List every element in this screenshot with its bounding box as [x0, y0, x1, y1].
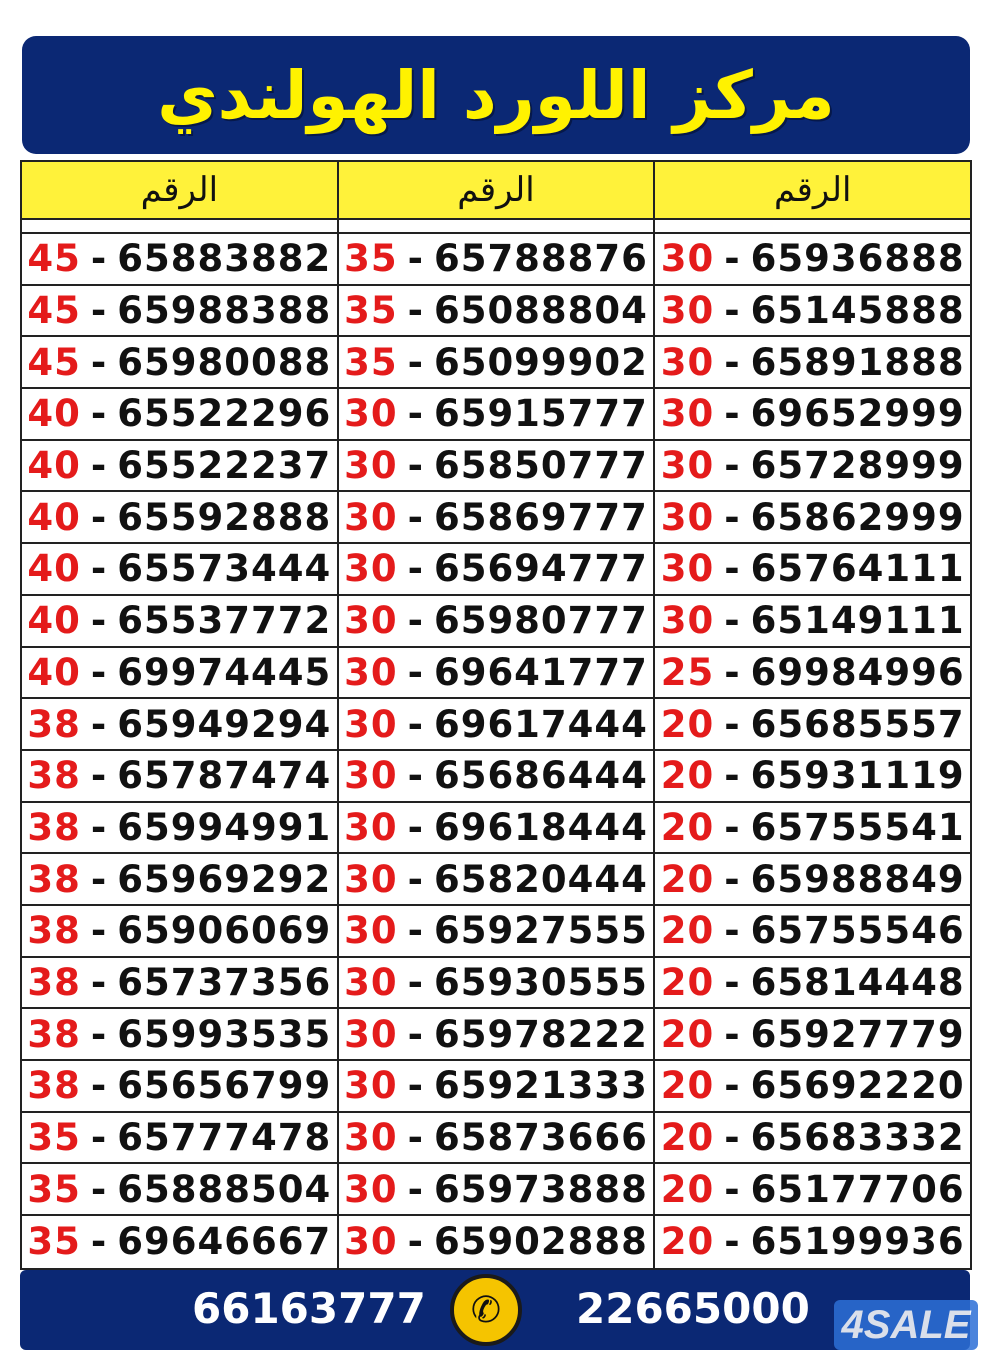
phone-number: 69652999	[750, 392, 965, 436]
price: 20	[660, 805, 715, 849]
separator: -	[407, 909, 424, 953]
separator: -	[724, 1116, 741, 1160]
table-row	[655, 286, 970, 338]
table-row	[22, 648, 337, 700]
price: 30	[344, 805, 398, 849]
separator: -	[724, 702, 741, 746]
price: 40	[27, 392, 81, 436]
price: 30	[344, 1116, 398, 1160]
table-row	[655, 1216, 970, 1268]
price: 38	[27, 754, 81, 798]
separator: -	[724, 495, 741, 539]
table-row	[339, 234, 654, 286]
phone-number: 65973888	[433, 1167, 648, 1211]
heading-spacer	[22, 220, 337, 234]
price: 30	[344, 1064, 398, 1108]
phone-number-left[interactable]: 66163777	[192, 1284, 426, 1333]
phone-number: 65927779	[750, 1012, 965, 1056]
table-row	[339, 544, 654, 596]
price: 30	[660, 237, 715, 281]
table-row	[22, 389, 337, 441]
column-heading: الرقم	[339, 162, 654, 220]
phone-icon: ✆	[450, 1274, 522, 1346]
price: 20	[660, 1220, 715, 1264]
heading-spacer	[339, 220, 654, 234]
phone-number: 65949294	[117, 702, 332, 746]
price: 30	[660, 289, 715, 333]
table-row	[655, 648, 970, 700]
phone-number: 65927555	[433, 909, 648, 953]
table-row	[22, 441, 337, 493]
price: 20	[660, 909, 715, 953]
table-column	[22, 162, 337, 1268]
table-column	[653, 162, 970, 1268]
price: 45	[27, 340, 81, 384]
table-row	[655, 544, 970, 596]
price: 35	[27, 1167, 81, 1211]
price: 30	[344, 392, 398, 436]
phone-number: 65764111	[750, 547, 965, 591]
price: 20	[660, 754, 715, 798]
phone-number: 65988388	[117, 289, 332, 333]
separator: -	[90, 1220, 108, 1264]
numbers-table	[20, 160, 972, 1270]
phone-number: 65777478	[117, 1116, 332, 1160]
phone-number: 65692220	[750, 1064, 965, 1108]
separator: -	[407, 444, 424, 488]
table-row	[655, 803, 970, 855]
price: 20	[660, 857, 715, 901]
price: 30	[660, 547, 715, 591]
phone-number: 65177706	[750, 1167, 965, 1211]
phone-number-right[interactable]: 22665000	[576, 1284, 810, 1333]
phone-number: 65980777	[433, 599, 648, 643]
separator: -	[90, 1012, 108, 1056]
separator: -	[724, 754, 741, 798]
phone-number: 65883882	[117, 237, 332, 281]
price: 30	[344, 1012, 398, 1056]
phone-number: 65728999	[750, 444, 965, 488]
price: 30	[660, 444, 715, 488]
separator: -	[724, 960, 741, 1004]
table-row	[339, 1216, 654, 1268]
phone-number: 65969292	[117, 857, 332, 901]
phone-number: 65891888	[750, 340, 965, 384]
price: 20	[660, 702, 715, 746]
table-row	[339, 854, 654, 906]
table-row	[22, 1061, 337, 1113]
price: 25	[660, 650, 715, 694]
separator: -	[724, 237, 741, 281]
separator: -	[407, 857, 424, 901]
phone-number: 65787474	[117, 754, 332, 798]
phone-number: 65149111	[750, 599, 965, 643]
separator: -	[724, 599, 741, 643]
table-row	[22, 1113, 337, 1165]
price: 40	[27, 444, 81, 488]
table-row	[655, 854, 970, 906]
phone-number: 65683332	[750, 1116, 965, 1160]
separator: -	[724, 805, 741, 849]
price: 38	[27, 1064, 81, 1108]
separator: -	[90, 702, 108, 746]
separator: -	[724, 444, 741, 488]
phone-number: 65088804	[433, 289, 648, 333]
separator: -	[724, 650, 741, 694]
separator: -	[724, 909, 741, 953]
separator: -	[407, 805, 424, 849]
phone-number: 65850777	[433, 444, 648, 488]
phone-number: 65978222	[433, 1012, 648, 1056]
price: 40	[27, 599, 81, 643]
separator: -	[724, 1012, 741, 1056]
price: 38	[27, 857, 81, 901]
phone-number: 65993535	[117, 1012, 332, 1056]
separator: -	[407, 392, 424, 436]
phone-number: 65737356	[117, 960, 332, 1004]
table-row	[22, 1216, 337, 1268]
table-row	[22, 337, 337, 389]
column-heading: الرقم	[655, 162, 970, 220]
price: 30	[344, 909, 398, 953]
separator: -	[90, 754, 108, 798]
separator: -	[90, 340, 108, 384]
price: 30	[344, 857, 398, 901]
table-row	[339, 648, 654, 700]
separator: -	[724, 857, 741, 901]
phone-number: 69646667	[117, 1220, 332, 1264]
table-row	[22, 492, 337, 544]
phone-number: 65820444	[433, 857, 648, 901]
table-row	[22, 1164, 337, 1216]
price: 35	[27, 1220, 81, 1264]
table-row	[655, 492, 970, 544]
phone-number: 65788876	[433, 237, 648, 281]
price: 20	[660, 960, 715, 1004]
phone-number: 65755546	[750, 909, 965, 953]
price: 30	[660, 495, 715, 539]
price: 45	[27, 289, 81, 333]
price: 40	[27, 650, 81, 694]
phone-number: 69641777	[433, 650, 648, 694]
price: 38	[27, 960, 81, 1004]
table-row	[22, 286, 337, 338]
table-row	[655, 751, 970, 803]
price: 35	[344, 340, 398, 384]
separator: -	[90, 444, 108, 488]
price: 30	[344, 1220, 398, 1264]
phone-number: 65906069	[117, 909, 332, 953]
separator: -	[407, 495, 424, 539]
table-row	[22, 1009, 337, 1061]
price: 30	[344, 960, 398, 1004]
phone-number: 65592888	[117, 495, 332, 539]
phone-number: 65685557	[750, 702, 965, 746]
separator: -	[90, 857, 108, 901]
column-heading: الرقم	[22, 162, 337, 220]
phone-number: 69984996	[750, 650, 965, 694]
price: 30	[344, 495, 398, 539]
separator: -	[407, 547, 424, 591]
phone-number: 65522296	[117, 392, 332, 436]
header-banner	[22, 36, 970, 154]
table-row	[339, 596, 654, 648]
table-row	[339, 958, 654, 1010]
price: 40	[27, 495, 81, 539]
table-row	[339, 699, 654, 751]
separator: -	[407, 650, 424, 694]
separator: -	[407, 702, 424, 746]
price: 35	[344, 237, 398, 281]
separator: -	[90, 237, 108, 281]
table-row	[22, 854, 337, 906]
price: 38	[27, 909, 81, 953]
price: 20	[660, 1064, 715, 1108]
table-row	[339, 803, 654, 855]
phone-number: 65755541	[750, 805, 965, 849]
table-row	[22, 544, 337, 596]
phone-number: 65694777	[433, 547, 648, 591]
separator: -	[724, 289, 741, 333]
footer-bar	[20, 1270, 970, 1350]
separator: -	[90, 495, 108, 539]
phone-number: 65902888	[433, 1220, 648, 1264]
separator: -	[407, 1064, 424, 1108]
separator: -	[407, 289, 424, 333]
phone-number: 65686444	[433, 754, 648, 798]
phone-number: 65988849	[750, 857, 965, 901]
table-row	[22, 751, 337, 803]
table-row	[339, 337, 654, 389]
separator: -	[724, 1220, 741, 1264]
phone-number: 65994991	[117, 805, 332, 849]
table-row	[655, 596, 970, 648]
table-row	[339, 1164, 654, 1216]
price: 30	[344, 1167, 398, 1211]
table-row	[655, 389, 970, 441]
phone-number: 65814448	[750, 960, 965, 1004]
phone-number: 65980088	[117, 340, 332, 384]
separator: -	[407, 340, 424, 384]
table-row	[655, 441, 970, 493]
price: 30	[344, 599, 398, 643]
separator: -	[407, 1220, 424, 1264]
separator: -	[407, 1167, 424, 1211]
table-row	[22, 699, 337, 751]
phone-number: 65936888	[750, 237, 965, 281]
heading-spacer	[655, 220, 970, 234]
price: 30	[660, 392, 715, 436]
price: 30	[660, 599, 715, 643]
table-row	[655, 1061, 970, 1113]
separator: -	[407, 1116, 424, 1160]
separator: -	[90, 1167, 108, 1211]
price: 20	[660, 1012, 715, 1056]
table-row	[655, 958, 970, 1010]
price: 30	[344, 754, 398, 798]
price: 30	[344, 547, 398, 591]
separator: -	[724, 392, 741, 436]
separator: -	[90, 650, 108, 694]
phone-number: 65888504	[117, 1167, 332, 1211]
separator: -	[90, 289, 108, 333]
separator: -	[724, 1064, 741, 1108]
phone-number: 65862999	[750, 495, 965, 539]
table-row	[339, 286, 654, 338]
watermark-logo: 4SALE	[834, 1300, 978, 1350]
price: 35	[344, 289, 398, 333]
table-row	[655, 906, 970, 958]
phone-number: 65573444	[117, 547, 332, 591]
table-row	[339, 906, 654, 958]
separator: -	[90, 960, 108, 1004]
phone-number: 65869777	[433, 495, 648, 539]
phone-number: 65930555	[433, 960, 648, 1004]
price: 20	[660, 1116, 715, 1160]
price: 30	[344, 650, 398, 694]
phone-number: 65199936	[750, 1220, 965, 1264]
price: 38	[27, 1012, 81, 1056]
price: 38	[27, 702, 81, 746]
table-row	[655, 1164, 970, 1216]
table-row	[655, 1113, 970, 1165]
price: 30	[344, 702, 398, 746]
table-row	[339, 1009, 654, 1061]
table-row	[339, 492, 654, 544]
separator: -	[90, 1116, 108, 1160]
table-row	[655, 699, 970, 751]
page-title: مركز اللورد الهولندي	[157, 56, 835, 134]
price: 20	[660, 1167, 715, 1211]
table-row	[339, 441, 654, 493]
price: 38	[27, 805, 81, 849]
phone-number: 65931119	[750, 754, 965, 798]
phone-number: 65921333	[433, 1064, 648, 1108]
separator: -	[90, 547, 108, 591]
price: 30	[344, 444, 398, 488]
separator: -	[407, 1012, 424, 1056]
phone-number: 69618444	[433, 805, 648, 849]
separator: -	[407, 754, 424, 798]
price: 30	[660, 340, 715, 384]
table-row	[655, 337, 970, 389]
price: 45	[27, 237, 81, 281]
separator: -	[90, 805, 108, 849]
phone-number: 69974445	[117, 650, 332, 694]
table-row	[22, 803, 337, 855]
table-row	[655, 234, 970, 286]
phone-number: 65915777	[433, 392, 648, 436]
table-row	[22, 234, 337, 286]
table-row	[339, 1061, 654, 1113]
separator: -	[724, 340, 741, 384]
table-row	[22, 596, 337, 648]
phone-number: 69617444	[433, 702, 648, 746]
price: 35	[27, 1116, 81, 1160]
table-row	[22, 906, 337, 958]
separator: -	[407, 599, 424, 643]
separator: -	[724, 547, 741, 591]
separator: -	[90, 1064, 108, 1108]
separator: -	[90, 909, 108, 953]
separator: -	[407, 237, 424, 281]
phone-number: 65522237	[117, 444, 332, 488]
table-row	[655, 1009, 970, 1061]
price: 40	[27, 547, 81, 591]
phone-number: 65537772	[117, 599, 332, 643]
phone-number: 65873666	[433, 1116, 648, 1160]
table-column	[337, 162, 654, 1268]
separator: -	[90, 392, 108, 436]
phone-number: 65145888	[750, 289, 965, 333]
separator: -	[407, 960, 424, 1004]
phone-number: 65099902	[433, 340, 648, 384]
phone-number: 65656799	[117, 1064, 332, 1108]
separator: -	[90, 599, 108, 643]
table-row	[22, 958, 337, 1010]
separator: -	[724, 1167, 741, 1211]
table-row	[339, 1113, 654, 1165]
table-row	[339, 389, 654, 441]
table-row	[339, 751, 654, 803]
